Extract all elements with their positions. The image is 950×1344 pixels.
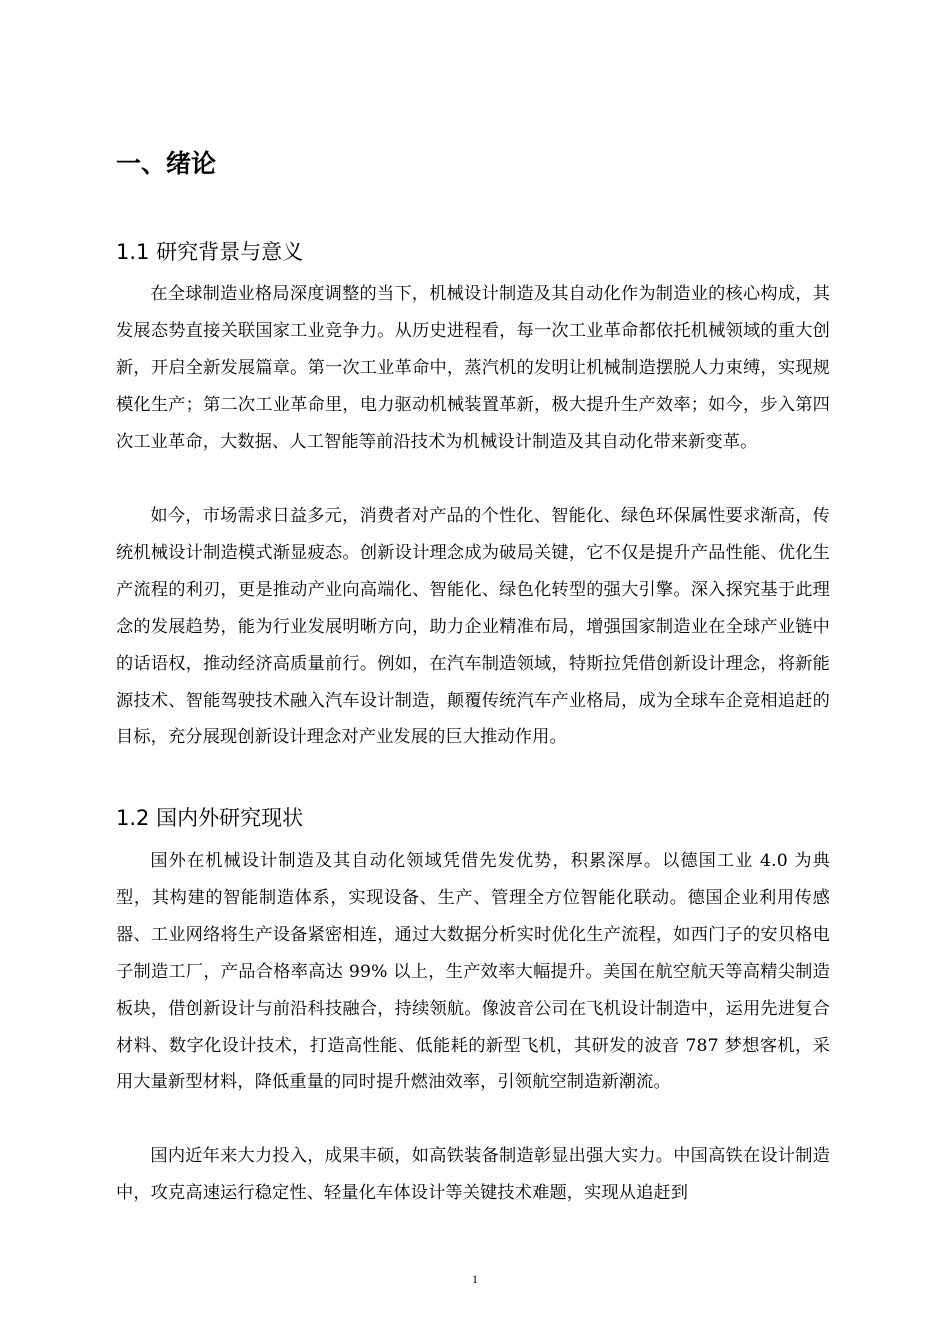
paragraph-status-2: 国内近年来大力投入，成果丰硕，如高铁装备制造彰显出强大实力。中国高铁在设计制造中，攻克高速运行稳定性、轻量化车体设计等关键技术难题，实现从追赶到: [116, 1146, 830, 1203]
paragraph-background-2: 如今，市场需求日益多元，消费者对产品的个性化、智能化、绿色环保属性要求渐高，传统机械设计制造模式渐显疲态。创新设计理念成为破局关键，它不仅是提升产品性能、优化生产流程的利刃，更是推动产业向高端化、智能化、绿色化转型的强大引擎。深入探究基于此理念的发展趋势，能为行业发展明晰方向，助力企业精准布局，增强国家制造业在全球产业链中的话语权，推动经济高质量前行。例如，在汽车制造领域，特斯拉凭借创新设计理念，将新能源技术、智能驾驶技术融入汽车设计制造，颠覆传统汽车产业格局，成为全球车企竞相追赶的目标，充分展现创新设计理念对产业发展的巨大推动作用。: [116, 506, 830, 748]
paragraph-background-1: 在全球制造业格局深度调整的当下，机械设计制造及其自动化作为制造业的核心构成，其发展态势直接关联国家工业竞争力。从历史进程看，每一次工业革命都依托机械领域的重大创新，开启全新发展篇章。第一次工业革命中，蒸汽机的发明让机械制造摆脱人力束缚，实现规模化生产；第二次工业革命里，电力驱动机械装置革新，极大提升生产效率；如今，步入第四次工业革命，大数据、人工智能等前沿技术为机械设计制造及其自动化带来新变革。: [116, 284, 830, 452]
chapter-title: 一、绪论: [116, 149, 217, 178]
section-title-1-2: 1.2 国内外研究现状: [116, 806, 304, 830]
page-number: 1: [472, 1272, 478, 1286]
paragraph-status-1: 国外在机械设计制造及其自动化领域凭借先发优势，积累深厚。以德国工业 4.0 为典型，其构建的智能制造体系，实现设备、生产、管理全方位智能化联动。德国企业利用传感器、工业网络将生产设备紧密相连，通过大数据分析实时优化生产流程，如西门子的安贝格电子制造工厂，产品合格率高达 99% 以上，生产效率大幅提升。美国在航空航天等高精尖制造板块，借创新设计与前沿科技融合，持续领航。像波音公司在飞机设计制造中，运用先进复合材料、数字化设计技术，打造高性能、低能耗的新型飞机，其研发的波音 787 梦想客机，采用大量新型材料，降低重量的同时提升燃油效率，引领航空制造新潮流。: [116, 851, 830, 1093]
section-title-1-1: 1.1 研究背景与意义: [116, 240, 304, 264]
